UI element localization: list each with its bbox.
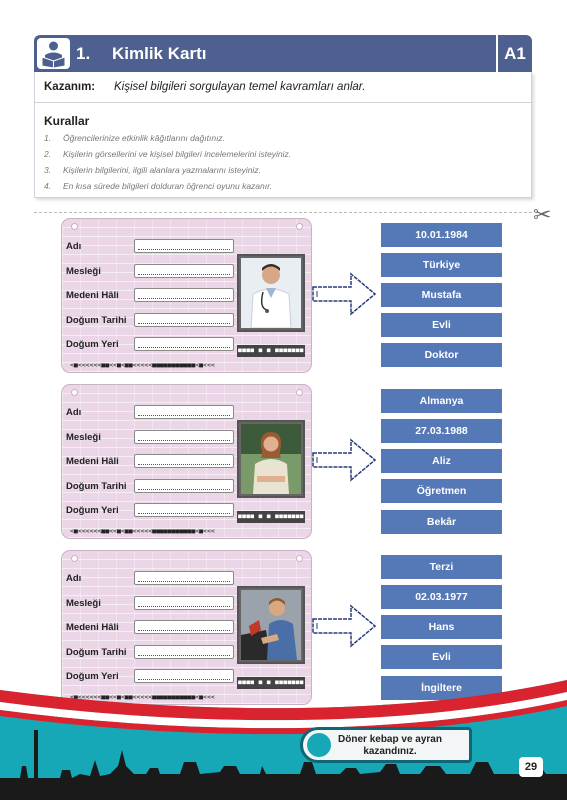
field-label-job: Mesleği <box>66 432 101 443</box>
cut-line <box>34 212 532 213</box>
field-label-birthdate: Doğum Tarihi <box>66 481 127 492</box>
marital-field[interactable] <box>134 454 234 468</box>
page-number: 29 <box>519 757 543 777</box>
card-hole <box>296 223 303 230</box>
activity-number: 1. <box>76 44 91 63</box>
teacher-photo <box>237 420 305 498</box>
field-label-name: Adı <box>66 407 82 418</box>
kazanim-text: Kişisel bilgileri sorgulayan temel kavramları anlar. <box>114 81 366 93</box>
info-box <box>34 72 532 198</box>
reading-person-icon <box>37 38 70 69</box>
rule-item: 2. Kişilerin görsellerini ve kişisel bilgileri incelemelerini isteyiniz. <box>44 149 292 159</box>
answer-tag[interactable]: Mustafa <box>381 283 502 307</box>
id-card-1 <box>61 218 312 373</box>
mrz-line: <■<<<<<<■■<<■<■■<<<<<■■■■■■■■■■■<■<<< <box>70 527 215 535</box>
job-field[interactable] <box>134 430 234 444</box>
field-label-birthdate: Doğum Tarihi <box>66 647 127 658</box>
card-hole <box>71 389 78 396</box>
barcode: ■■■■ ■ ■ ■■■■■■■ <box>237 511 305 523</box>
barcode: ■■■■ ■ ■ ■■■■■■■ <box>237 345 305 357</box>
answer-tag[interactable]: 27.03.1988 <box>381 419 502 443</box>
answer-tag[interactable]: İngiltere <box>381 676 502 700</box>
mrz-line: <■<<<<<<■■<<■<■■<<<<<■■■■■■■■■■■<■<<< <box>70 361 215 369</box>
answer-tag[interactable]: Bekâr <box>381 510 502 534</box>
istanbul-skyline-footer <box>0 670 567 800</box>
answer-tag[interactable]: Hans <box>381 615 502 639</box>
answer-tag[interactable]: Terzi <box>381 555 502 579</box>
field-label-job: Mesleği <box>66 598 101 609</box>
rule-item: 3. Kişilerin bilgilerini, ilgili alanlara yazmalarını isteyiniz. <box>44 165 261 175</box>
name-field[interactable] <box>134 405 234 419</box>
card-hole <box>71 555 78 562</box>
level-code: A1 <box>496 35 532 72</box>
field-label-birthplace: Doğum Yeri <box>66 671 119 682</box>
birthplace-field[interactable] <box>134 337 234 351</box>
answer-tag[interactable]: 02.03.1977 <box>381 585 502 609</box>
marital-field[interactable] <box>134 288 234 302</box>
field-label-marital: Medeni Hâli <box>66 456 119 467</box>
answer-tag[interactable]: Evli <box>381 313 502 337</box>
card-hole <box>71 223 78 230</box>
right-arrow-icon <box>311 271 377 317</box>
field-label-name: Adı <box>66 573 82 584</box>
field-label-birthdate: Doğum Tarihi <box>66 315 127 326</box>
field-label-marital: Medeni Hâli <box>66 622 119 633</box>
answer-tag[interactable]: 10.01.1984 <box>381 223 502 247</box>
birthdate-field[interactable] <box>134 479 234 493</box>
tailor-photo <box>237 586 305 664</box>
name-field[interactable] <box>134 239 234 253</box>
birthdate-field[interactable] <box>134 313 234 327</box>
kazanim-label: Kazanım: <box>44 81 96 93</box>
answer-tag[interactable]: Doktor <box>381 343 502 367</box>
field-label-name: Adı <box>66 241 82 252</box>
marital-field[interactable] <box>134 620 234 634</box>
rule-item: 4. En kısa sürede bilgileri dolduran öğrenci oyunu kazanır. <box>44 181 273 191</box>
field-label-marital: Medeni Hâli <box>66 290 119 301</box>
right-arrow-icon <box>311 437 377 483</box>
rules-title: Kurallar <box>44 114 90 128</box>
doctor-photo <box>237 254 305 332</box>
activity-header <box>34 35 532 72</box>
reward-badge <box>300 727 472 763</box>
doner-icon <box>307 733 331 757</box>
divider <box>35 102 531 103</box>
job-field[interactable] <box>134 264 234 278</box>
job-field[interactable] <box>134 596 234 610</box>
card-hole <box>296 389 303 396</box>
answer-tag[interactable]: Evli <box>381 645 502 669</box>
birthplace-field[interactable] <box>134 503 234 517</box>
answer-tag[interactable]: Aliz <box>381 449 502 473</box>
field-label-birthplace: Doğum Yeri <box>66 339 119 350</box>
barcode: ■■■■ ■ ■ ■■■■■■■ <box>237 677 305 689</box>
field-label-job: Mesleği <box>66 266 101 277</box>
reward-text: Döner kebap ve ayran kazandınız. <box>338 734 442 757</box>
id-card-2 <box>61 384 312 539</box>
field-label-birthplace: Doğum Yeri <box>66 505 119 516</box>
answer-tag[interactable]: Almanya <box>381 389 502 413</box>
card-hole <box>296 555 303 562</box>
birthdate-field[interactable] <box>134 645 234 659</box>
mrz-line: <■<<<<<<■■<<■<■■<<<<<■■■■■■■■■■■<■<<< <box>70 693 215 701</box>
answer-tag[interactable]: Öğretmen <box>381 479 502 503</box>
name-field[interactable] <box>134 571 234 585</box>
activity-title: Kimlik Kartı <box>112 44 207 63</box>
right-arrow-icon <box>311 603 377 649</box>
scissors-icon: ✂ <box>533 202 552 227</box>
rule-item: 1. Öğrencilerinize etkinlik kâğıtlarını dağıtınız. <box>44 133 226 143</box>
answer-tag[interactable]: Türkiye <box>381 253 502 277</box>
